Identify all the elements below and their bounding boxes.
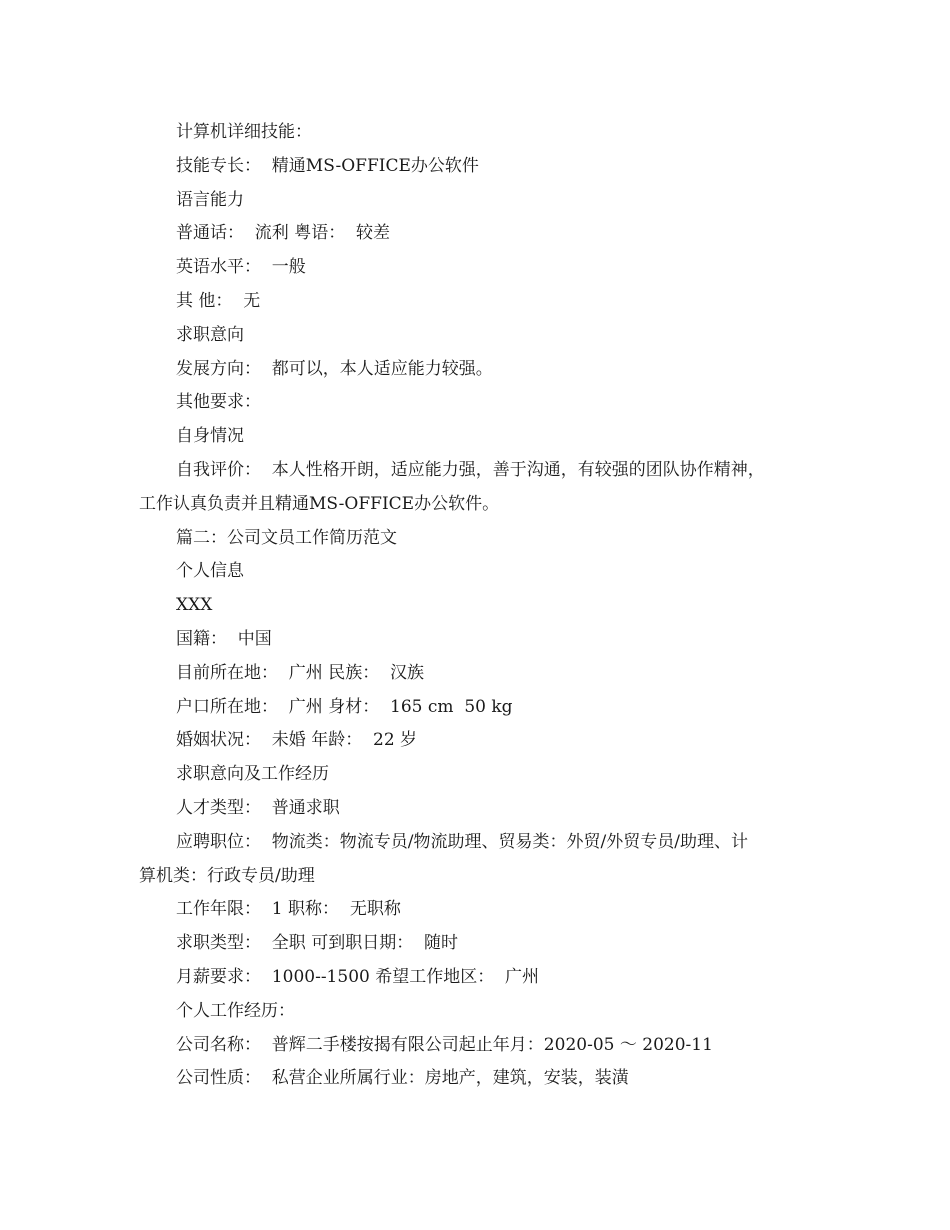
company-name: 公司名称： 普辉二手楼按揭有限公司起止年月：2020-05 ～ 2020-11	[176, 1034, 713, 1055]
document-body	[139, 116, 829, 1096]
other-language: 其 他： 无	[176, 290, 261, 311]
section-heading-language: 语言能力	[176, 189, 244, 210]
person-name: XXX	[176, 595, 213, 616]
section-heading-computer-skills: 计算机详细技能：	[176, 122, 312, 142]
applied-position-line-2: 算机类：行政专员/助理	[139, 865, 315, 886]
talent-type: 人才类型： 普通求职	[176, 797, 340, 818]
current-location: 目前所在地： 广州 民族： 汉族	[176, 662, 425, 683]
company-nature: 公司性质： 私营企业所属行业：房地产，建筑，安装，装潢	[176, 1068, 629, 1089]
section-heading-work-experience: 个人工作经历：	[176, 1000, 295, 1021]
english-level: 英语水平： 一般	[176, 257, 306, 278]
development-direction: 发展方向： 都可以，本人适应能力较强。	[176, 358, 493, 379]
work-years: 工作年限： 1 职称： 无职称	[176, 899, 401, 920]
skill-specialty: 技能专长： 精通MS-OFFICE办公软件	[176, 155, 479, 176]
mandarin-cantonese: 普通话： 流利 粤语： 较差	[176, 223, 391, 244]
other-requirements: 其他要求：	[176, 392, 261, 413]
marital-status: 婚姻状况： 未婚 年龄： 22 岁	[176, 730, 418, 751]
part-two-title: 篇二：公司文员工作简历范文	[176, 527, 397, 548]
section-heading-job-intention: 求职意向	[176, 324, 244, 345]
self-evaluation-line-1: 自我评价： 本人性格开朗，适应能力强，善于沟通，有较强的团队协作精神，	[176, 459, 765, 480]
job-type: 求职类型： 全职 可到职日期： 随时	[176, 933, 459, 954]
salary-requirement: 月薪要求： 1000--1500 希望工作地区： 广州	[176, 966, 540, 987]
applied-position-line-1: 应聘职位： 物流类：物流专员/物流助理、贸易类：外贸/外贸专员/助理、计	[176, 831, 748, 852]
self-evaluation-line-2: 工作认真负责并且精通MS-OFFICE办公软件。	[139, 493, 500, 514]
household-location: 户口所在地： 广州 身材： 165 cm 50 kg	[176, 696, 513, 717]
section-heading-self: 自身情况	[176, 426, 244, 447]
section-heading-intention-experience: 求职意向及工作经历	[176, 764, 329, 785]
nationality: 国籍： 中国	[176, 628, 272, 649]
section-heading-personal-info: 个人信息	[176, 561, 244, 582]
